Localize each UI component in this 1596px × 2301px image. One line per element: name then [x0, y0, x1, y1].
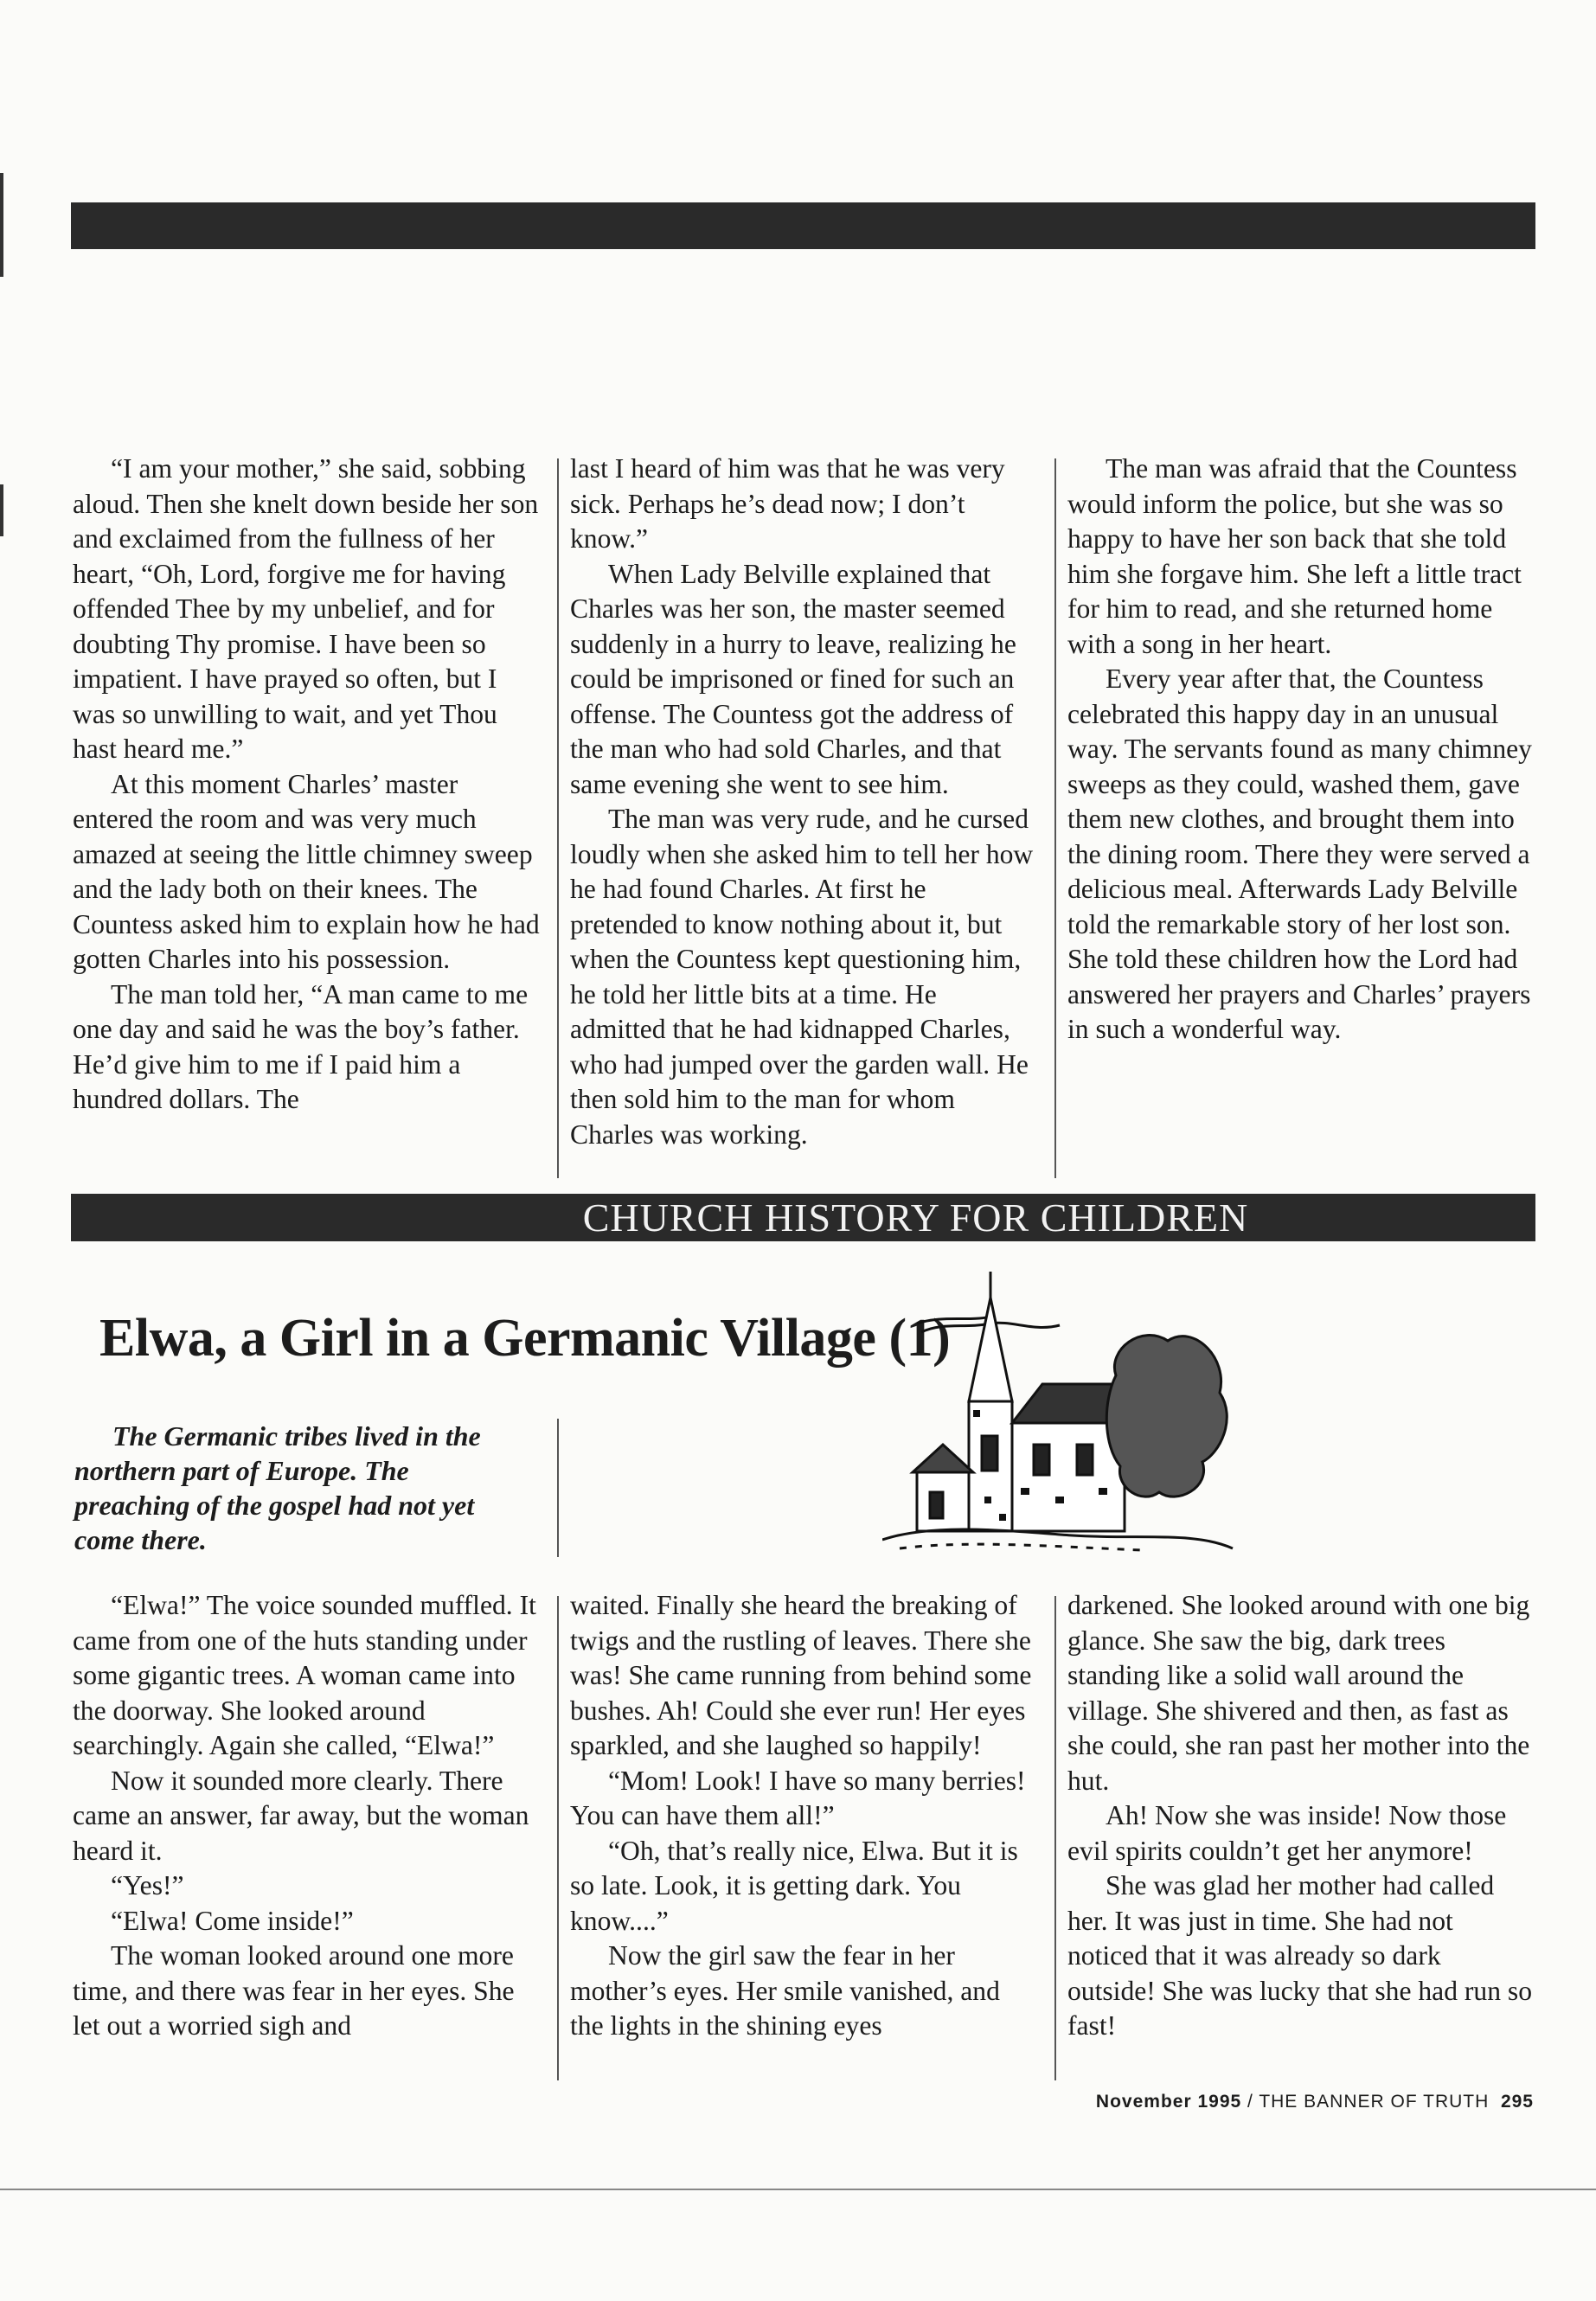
- column-divider: [1054, 458, 1056, 1178]
- scan-edge-mark: [0, 484, 3, 536]
- top-story-column-2: [570, 452, 1037, 1152]
- paragraph: When Lady Belville explained that Charles was her son, the master seemed suddenly in a hurry to leave, realizing he could be imprisoned or fined for such an offense. The Countess got the address of the man who had sold Charles, and that same evening she went to see him.: [570, 558, 1016, 799]
- article-column-1: [73, 1588, 540, 2044]
- paragraph: Now the girl saw the fear in her mother’s eyes. Her smile vanished, and the lights in the shining eyes: [570, 1940, 1000, 2041]
- footer-page-number: 295: [1500, 2092, 1534, 2112]
- article-title: Elwa, a Girl in a Germanic Village (1): [99, 1309, 951, 1368]
- paragraph: The woman looked around one more time, and there was fear in her eyes. She let out a worried sigh and: [73, 1940, 515, 2041]
- paragraph: darkened. She looked around with one big glance. She saw the big, dark trees standing like a solid wall around the village. She shivered and then, as fast as she could, she ran past her mother into the hut.: [1067, 1590, 1530, 1796]
- paragraph: “Elwa! Come inside!”: [111, 1905, 354, 1936]
- paragraph: “I am your mother,” she said, sobbing aloud. Then she knelt down beside her son and exclaimed from the fullness of her heart, “Oh, Lord, forgive me for having offended Thee by my unbelief, and for doubting Thy promise. I have been so impatient. I have prayed so often, but I was so unwilling to wait, and yet Thou hast heard me.”: [73, 453, 539, 764]
- footer-date: November 1995: [1095, 2092, 1242, 2112]
- column-divider: [1054, 1596, 1056, 2080]
- paragraph: The man was very rude, and he cursed loudly when she asked him to tell her how he had found Charles. At first he pretended to know nothing about it, but when the Countess kept questioning him, he told her little bits at a time. He admitted that he had kidnapped Charles, who had jumped over the garden wall. He then sold him to the man for whom Charles was working.: [570, 804, 1034, 1150]
- paragraph: She was glad her mother had called her. It was just in time. She had not noticed that it was already so dark outside! She was lucky that she had run so fast!: [1067, 1870, 1533, 2041]
- paragraph: At this moment Charles’ master entered the room and was very much amazed at seeing the little chimney sweep and the lady both on their knees. The Countess asked him to explain how he had gotten Charles into his possession.: [73, 768, 540, 974]
- paragraph: “Yes!”: [111, 1870, 184, 1900]
- paragraph: “Elwa!” The voice sounded muffled. It came from one of the huts standing under some gigantic trees. A woman came into the doorway. She looked around searchingly. Again she called, “Elwa!”: [73, 1590, 536, 1760]
- paragraph: “Oh, that’s really nice, Elwa. But it is so late. Look, it is getting dark. You know....”: [570, 1835, 1018, 1936]
- section-banner-text: CHURCH HISTORY FOR CHILDREN: [582, 1195, 1249, 1240]
- bottom-rule: [0, 2189, 1596, 2190]
- top-story-column-1: [73, 452, 540, 1118]
- church-illustration: [882, 1272, 1237, 1557]
- intro-text: The Germanic tribes lived in the northern part of Europe. The preaching of the gospel had not yet come there.: [74, 1420, 481, 1555]
- page-footer: [1096, 2092, 1534, 2112]
- column-divider: [557, 458, 559, 1178]
- paragraph: last I heard of him was that he was very sick. Perhaps he’s dead now; I don’t know.”: [570, 453, 1005, 554]
- footer-publication: THE BANNER OF TRUTH: [1259, 2092, 1490, 2112]
- paragraph: waited. Finally she heard the breaking of twigs and the rustling of leaves. There she was! She came running from behind some bushes. Ah! Could she ever run! Her eyes sparkled, and she laughed so happily!: [570, 1590, 1032, 1760]
- top-story-column-3: [1067, 452, 1535, 1048]
- paragraph: Every year after that, the Countess celebrated this happy day in an unusual way. The servants found as many chimney sweeps as they could, washed them, gave them new clothes, and brought them into the dining room. There they were served a delicious meal. Afterwards Lady Belville told the remarkable story of her lost son. She told these children how the Lord had answered her prayers and Charles’ prayers in such a wonderful way.: [1067, 663, 1532, 1044]
- article-column-2: [570, 1588, 1037, 2044]
- footer-separator: /: [1241, 2092, 1259, 2112]
- paragraph: The man was afraid that the Countess would inform the police, but she was so happy to have her son back that she told him she forgave him. She left a little tract for him to read, and she returned home with a song in her heart.: [1067, 453, 1522, 659]
- paragraph: Ah! Now she was inside! Now those evil spirits couldn’t get her anymore!: [1067, 1800, 1507, 1866]
- article-intro: [74, 1419, 524, 1557]
- paragraph: “Mom! Look! I have so many berries! You can have them all!”: [570, 1765, 1026, 1830]
- section-banner: [71, 1194, 1535, 1241]
- top-decorative-bar: [71, 202, 1535, 249]
- column-divider: [557, 1596, 559, 2080]
- column-divider: [557, 1419, 559, 1557]
- article-column-3: [1067, 1588, 1535, 2044]
- paragraph: Now it sounded more clearly. There came an answer, far away, but the woman heard it.: [73, 1765, 529, 1866]
- paragraph: The man told her, “A man came to me one day and said he was the boy’s father. He’d give him to me if I paid him a hundred dollars. The: [73, 978, 529, 1114]
- scan-edge-mark: [0, 173, 3, 277]
